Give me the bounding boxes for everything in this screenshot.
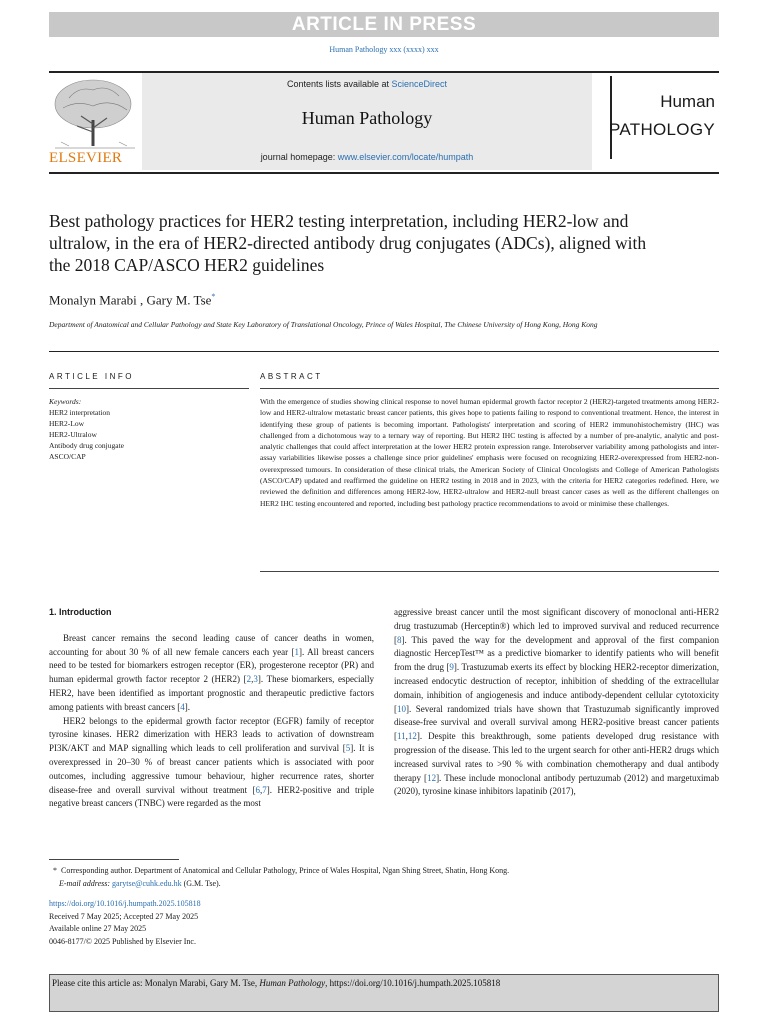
citation-link[interactable]: 3	[253, 674, 258, 685]
abstract-text: With the emergence of studies showing clinical response to novel human epidermal growth factor receptor 2 (HER2)-targeted treatments among HER2-low and HER2-ultralow metastatic breast cancer patients, this gives hope to patients failing to respond to conventional treatment. Hence, the interest in identifying these group of patients is becoming important. Pathologists' interpretation and scoring of HER2 immunohistochemistry (IHC) was challenged from a dichotomous way to a ternary way of reporting. But HER2 IHC testing is affected by a number of pre-analytic, analytic and post-analytic challenges that could affect interpretation at the lower HER2 protein expression range. Interobserver variability among pathologists and inter-assay variabilities likewise posses a challenge since prior guidelines' emphasis were focused on recognizing HER2-overexpressed from HER2-non-overexpressed tumours. In consideration of these clinical trials, the American Society of Clinical Oncologists and College of American Pathologists (ASCO/CAP) updated and reaffirmed the guideline on HER2 testing in 2018 and in 2023, with the criteria for HER2 categories redefined. Here, we reviewed the definition and differences among HER2-low, HER2-ultralow and HER2-null breast cancer cases as well as the different challenges on HER2 IHC testing encountered and reported, including best pathology practice recommendations to avoid or minimise these challenges.	[260, 397, 719, 508]
contents-line: Contents lists available at ScienceDirect	[286, 79, 448, 89]
keyword-item: HER2-Low	[49, 419, 84, 428]
body-left-column	[49, 606, 374, 811]
journal-name: Human Pathology	[301, 108, 433, 128]
body-paragraph: HER2 belongs to the epidermal growth factor receptor (EGFR) family of receptor tyrosine kinases. HER2 dimerization with HER3 leads to activation of downstream PI3K/AKT and MAP signalling which leads to cell proliferation and survival [5]. It is overexpressed in 20–30 % of breast cancer patients which is associated with poor outcomes, including aggressive tumour behaviour, higher recurrence rates, shorter disease-free and overall survival without treatment [6,7]. HER2-positive and triple negative breast cancers (TNBC) were regarded as the most	[49, 715, 374, 809]
doi-link[interactable]: https://doi.org/10.1016/j.humpath.2025.105818	[49, 899, 201, 908]
affiliation: Department of Anatomical and Cellular Pathology and State Key Laboratory of Translational Oncology, Prince of Wales Hospital, The Chinese University of Hong Kong, Hong Kong	[49, 320, 598, 329]
keyword-item: HER2-Ultralow	[49, 430, 97, 439]
author-list: Monalyn Marabi , Gary M. Tse*	[49, 292, 216, 308]
journal-homepage-link[interactable]: www.elsevier.com/locate/humpath	[337, 152, 474, 162]
citation-link[interactable]: 5	[345, 743, 351, 754]
keyword-item: ASCO/CAP	[49, 452, 86, 461]
received-dates: Received 7 May 2025; Accepted 27 May 2025	[49, 911, 199, 921]
article-info-rule	[49, 388, 249, 389]
keywords-block	[49, 396, 249, 462]
citation-link[interactable]: 9	[449, 662, 454, 673]
copyright-line: 0046-8177/© 2025 Published by Elsevier Inc.	[49, 936, 196, 946]
available-online: Available online 27 May 2025	[49, 924, 147, 933]
citation-link[interactable]: 7	[262, 784, 267, 795]
journal-homepage-line: journal homepage: www.elsevier.com/locate/humpath	[260, 152, 474, 162]
corresponding-author-footnote: * Corresponding author. Department of Anatomical and Cellular Pathology, Prince of Wales Hospital, Ngan Shing Street, Shatin, Hong Kong. E-mail address: garytse@cuhk.edu.hk (G.M. Tse).	[53, 866, 510, 888]
abstract-heading: ABSTRACT	[260, 372, 323, 381]
citation-link[interactable]: 12	[427, 772, 437, 783]
body-paragraph: Breast cancer remains the second leading cause of cancer deaths in women, accounting for about 30 % of all new female cancers each year [1]. All breast cancers need to be tested for biomarkers estrogen receptor (ER), progesterone receptor (PR) and human epidermal growth factor receptor 2 (HER2) [2,3]. These biomarkers, especially HER2, have been identified as important prognostic and therapeutic predictive factors among patients with breast cancers [4].	[49, 632, 374, 712]
keywords-label: Keywords:	[49, 397, 82, 406]
footnote-rule	[49, 859, 179, 860]
article-title: Best pathology practices for HER2 testing interpretation, including HER2-low and ultralow, in the era of HER2-directed antibody drug conjugates (ADCs), aligned with the 2018 CAP/ASCO HER2 guidelines	[49, 211, 647, 275]
journal-reference-link[interactable]: Human Pathology xxx (xxxx) xxx	[329, 45, 439, 54]
article-in-press-banner: ARTICLE IN PRESS	[49, 12, 719, 37]
email-link[interactable]: garytse@cuhk.edu.hk	[112, 879, 182, 888]
keyword-item: Antibody drug conjugate	[49, 441, 124, 450]
cite-text: Please cite this article as: Monalyn Marabi, Gary M. Tse, Human Pathology, https://doi.org/10.1016/j.humpath.2025.105818	[52, 978, 501, 988]
citation-link[interactable]: 8	[397, 634, 402, 645]
section-heading: 1. Introduction	[49, 607, 112, 617]
body-paragraph: aggressive breast cancer until the most significant discovery of monoclonal anti-HER2 drug trastuzumab (Herceptin®) which led to improved survival and reduced recurrence [8]. This paved the way for the development and approval of the first companion diagnostic HercepTest™ as a predictive biomarker to identify patients who will benefit from the drug [9]. Trastuzumab exerts its effect by blocking HER2-receptor dimerization, increased endocytic destruction of receptor, inhibition of shedding of the extracellular domain, inhibition of angiogenesis and induce antibody-dependent cellular cytotoxicity [10]. Several randomized trials have shown that Trastuzumab significantly improved disease-free survival and overall survival among HER2-positive breast cancer patients [11,12]. Despite this breakthrough, some patients developed drug resistance with progression of the disease. This led to the urgent search for other anti-HER2 drugs which increased survival rates to >90 % with combination chemotherapy and dual antibody therapy [12]. These include monoclonal antibody pertuzumab (2012) and margetuximab (2020), tyrosine kinase inhibitors lapatinib (2017),	[394, 607, 720, 797]
abstract-end-rule	[260, 571, 719, 572]
corresponding-author-marker[interactable]: *	[211, 292, 216, 301]
abstract-rule	[260, 388, 719, 389]
citation-link[interactable]: 11	[397, 731, 406, 742]
journal-brand-logo: Human PATHOLOGY	[609, 92, 715, 139]
article-info-heading: ARTICLE INFO	[49, 372, 134, 381]
citation-link[interactable]: 1	[294, 646, 299, 657]
citation-link[interactable]: 2	[246, 674, 252, 685]
elsevier-wordmark: ELSEVIER	[49, 150, 123, 166]
citation-link[interactable]: 4	[180, 701, 185, 712]
citation-link[interactable]: 6	[255, 784, 260, 795]
citation-link[interactable]: 10	[397, 703, 406, 714]
keyword-item: HER2 interpretation	[49, 408, 111, 417]
title-divider	[49, 351, 719, 352]
citation-link[interactable]: 12	[407, 731, 417, 742]
body-right-column	[394, 606, 719, 799]
sciencedirect-link[interactable]: ScienceDirect	[391, 79, 448, 89]
publication-info	[49, 898, 449, 948]
header-bottom-rule	[49, 172, 719, 174]
